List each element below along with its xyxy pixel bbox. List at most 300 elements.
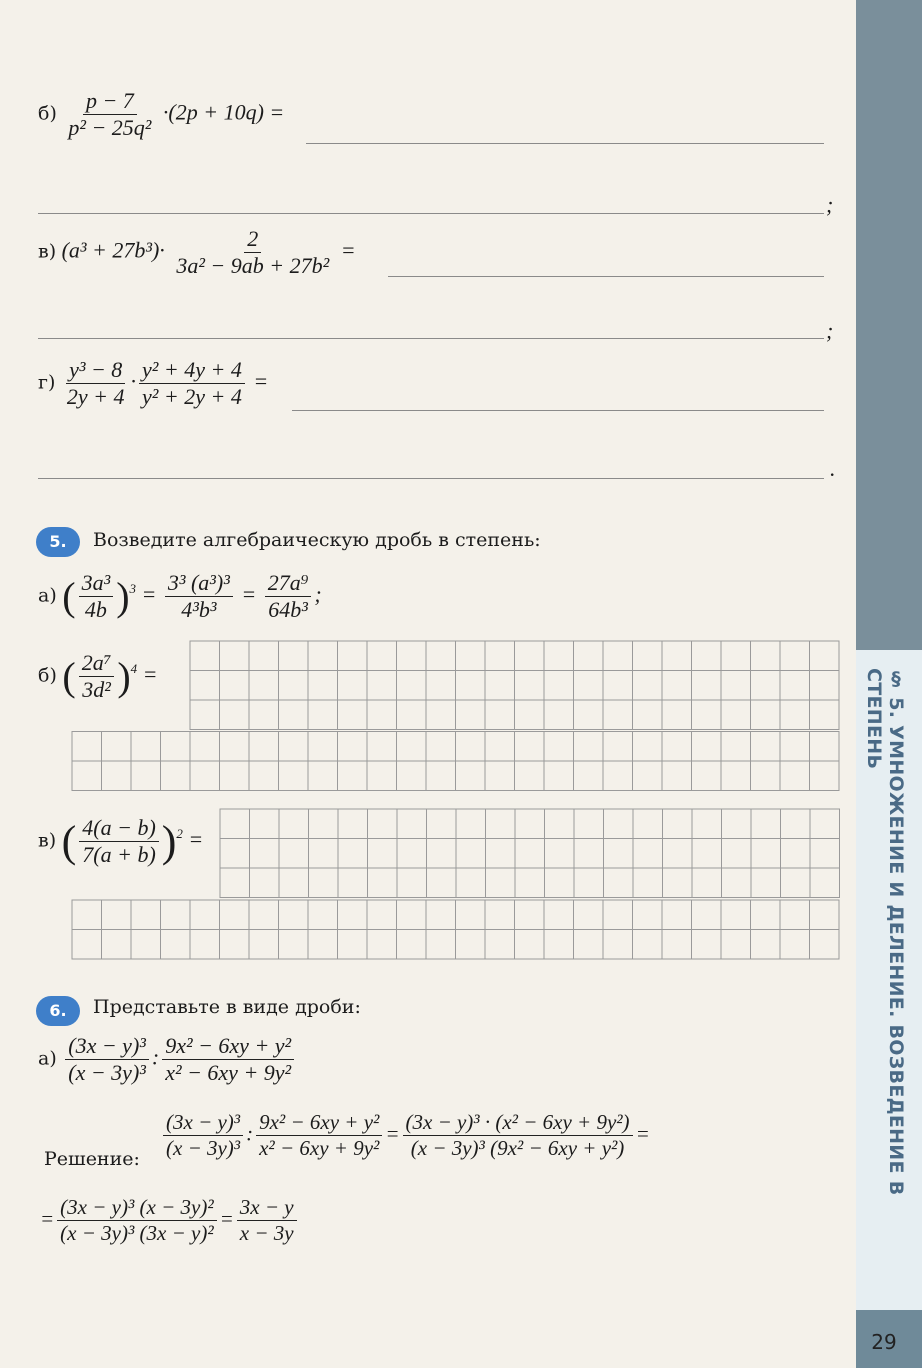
ex6-s1-den2: x² − 6xy + 9y² (259, 1136, 380, 1160)
grid-cell-b[interactable] (220, 700, 250, 730)
grid-cell-b[interactable] (633, 641, 663, 671)
grid-cell-v[interactable] (692, 839, 722, 869)
grid-cell-v[interactable] (781, 809, 811, 839)
ex6-s2-eq2: = (219, 1206, 234, 1231)
grid-cell-v[interactable] (456, 930, 486, 960)
grid-cell-b[interactable] (574, 641, 604, 671)
grid-cell-v[interactable] (544, 900, 574, 930)
grid-cell-v[interactable] (220, 900, 250, 930)
ex6-s1-num1: (3x − y)³ (163, 1110, 243, 1136)
grid-cell-v[interactable] (633, 809, 663, 839)
grid-cell-v[interactable] (72, 900, 102, 930)
ex5-b-den: 3d² (82, 677, 111, 702)
grid-cell-b[interactable] (367, 700, 397, 730)
grid-cell-b[interactable] (721, 671, 751, 701)
ex4-v-num: 2 (244, 226, 261, 253)
grid-cell-v[interactable] (368, 868, 398, 898)
grid-cell-b[interactable] (220, 761, 250, 791)
grid-cell-b[interactable] (279, 732, 309, 762)
grid-cell-b[interactable] (544, 671, 574, 701)
grid-cell-b[interactable] (485, 671, 515, 701)
grid-cell-v[interactable] (397, 839, 427, 869)
grid-cell-b[interactable] (662, 761, 692, 791)
grid-cell-b[interactable] (220, 732, 250, 762)
grid-cell-v[interactable] (72, 930, 102, 960)
grid-cell-v[interactable] (751, 868, 781, 898)
grid-cell-v[interactable] (545, 809, 575, 839)
ex6-a-label: а) (38, 1047, 57, 1070)
grid-cell-b[interactable] (662, 641, 692, 671)
grid-cell-b[interactable] (544, 761, 574, 791)
period: . (830, 456, 836, 481)
grid-cell-b[interactable] (367, 732, 397, 762)
grid-cell-v[interactable] (367, 930, 397, 960)
grid-cell-v[interactable] (810, 839, 840, 869)
grid-cell-v[interactable] (338, 868, 368, 898)
grid-cell-b[interactable] (190, 641, 220, 671)
grid-cell-b[interactable] (279, 671, 309, 701)
grid-cell-b[interactable] (279, 761, 309, 791)
ex5-a-num3: 27a⁹ (265, 570, 312, 597)
grid-cell-v[interactable] (574, 868, 604, 898)
grid-cell-v[interactable] (220, 809, 250, 839)
grid-cell-b[interactable] (544, 732, 574, 762)
grid-cell-b[interactable] (633, 700, 663, 730)
grid-cell-v[interactable] (633, 868, 663, 898)
grid-cell-v[interactable] (456, 809, 486, 839)
grid-cell-b[interactable] (721, 761, 751, 791)
ex4-v-label: в) (38, 240, 57, 263)
grid-cell-b[interactable] (220, 641, 250, 671)
grid-cell-b[interactable] (102, 761, 132, 791)
grid-cell-v[interactable] (308, 930, 338, 960)
grid-cell-b[interactable] (603, 732, 633, 762)
grid-cell-v[interactable] (368, 809, 398, 839)
grid-cell-v[interactable] (279, 900, 309, 930)
grid-cell-v[interactable] (485, 900, 515, 930)
grid-cell-v[interactable] (279, 809, 309, 839)
ex6-a-fraction1 (65, 1033, 149, 1086)
grid-cell-b[interactable] (603, 671, 633, 701)
grid-cell-v[interactable] (633, 930, 663, 960)
grid-cell-v[interactable] (545, 839, 575, 869)
grid-cell-b[interactable] (780, 700, 810, 730)
grid-cell-b[interactable] (426, 641, 456, 671)
grid-cell-b[interactable] (308, 761, 338, 791)
grid-cell-b[interactable] (338, 761, 368, 791)
grid-cell-b[interactable] (397, 700, 427, 730)
grid-cell-v[interactable] (102, 900, 132, 930)
ex4-v-left: (a³ + 27b³)· (61, 237, 165, 263)
grid-cell-b[interactable] (190, 732, 220, 762)
grid-cell-b[interactable] (721, 700, 751, 730)
grid-cell-v[interactable] (545, 868, 575, 898)
grid-cell-v[interactable] (367, 900, 397, 930)
grid-cell-b[interactable] (515, 732, 545, 762)
grid-cell-b[interactable] (603, 700, 633, 730)
grid-cell-b[interactable] (249, 700, 279, 730)
ex6-s1-eq2: = (635, 1121, 650, 1146)
grid-cell-v[interactable] (338, 930, 368, 960)
grid-cell-b[interactable] (574, 761, 604, 791)
grid-cell-v[interactable] (397, 809, 427, 839)
grid-cell-b[interactable] (662, 671, 692, 701)
ex6-a-num1: (3x − y)³ (65, 1033, 149, 1060)
grid-cell-b[interactable] (308, 732, 338, 762)
grid-cell-v[interactable] (427, 809, 457, 839)
ex6-a-num2: 9x² − 6xy + y² (162, 1033, 294, 1060)
grid-cell-b[interactable] (367, 761, 397, 791)
grid-cell-b[interactable] (249, 761, 279, 791)
grid-cell-v[interactable] (338, 809, 368, 839)
section-title: § 5. УМНОЖЕНИЕ И ДЕЛЕНИЕ. ВОЗВЕДЕНИЕ В СТЕПЕНЬ (863, 668, 907, 1196)
grid-cell-v[interactable] (368, 839, 398, 869)
ex6-s2-den: (x − 3y)³ (3x − y)² (60, 1221, 214, 1245)
grid-cell-v[interactable] (190, 930, 220, 960)
grid-cell-b[interactable] (161, 732, 191, 762)
grid-cell-v[interactable] (692, 809, 722, 839)
grid-cell-b[interactable] (72, 732, 102, 762)
grid-cell-b[interactable] (515, 700, 545, 730)
grid-cell-v[interactable] (190, 900, 220, 930)
grid-cell-b[interactable] (780, 761, 810, 791)
grid-cell-b[interactable] (751, 641, 781, 671)
grid-cell-b[interactable] (249, 732, 279, 762)
grid-cell-v[interactable] (574, 809, 604, 839)
grid-cell-v[interactable] (397, 930, 427, 960)
grid-cell-b[interactable] (72, 761, 102, 791)
grid-cell-b[interactable] (367, 671, 397, 701)
ex5-a-den2: 4³b³ (181, 597, 217, 622)
grid-cell-v[interactable] (810, 809, 840, 839)
ex6-s1-op: : (246, 1121, 254, 1146)
ex6-s1-fraction3 (403, 1110, 633, 1161)
grid-cell-b[interactable] (249, 671, 279, 701)
grid-cell-v[interactable] (662, 930, 692, 960)
ex5-b-num: 2a⁷ (79, 650, 115, 677)
ex4-g-eq: = (253, 368, 269, 394)
ex4-v-den: 3a² − 9ab + 27b² (176, 253, 330, 278)
grid-cell-b[interactable] (574, 700, 604, 730)
ex5-b: б) ( $\frac{\text{2a⁷}}{\text{3d²}}$ )$^4$ = (38, 650, 158, 702)
grid-cell-b[interactable] (279, 700, 309, 730)
ex4-g-den2: y² + 2y + 4 (142, 384, 242, 409)
ex6-s1-eq: = (385, 1121, 400, 1146)
grid-cell-v[interactable] (456, 839, 486, 869)
grid-cell-v[interactable] (604, 839, 634, 869)
grid-cell-v[interactable] (456, 900, 486, 930)
grid-cell-b[interactable] (338, 671, 368, 701)
grid-cell-v[interactable] (663, 868, 693, 898)
ex5-v-num: 4(a − b) (79, 815, 159, 842)
grid-cell-b[interactable] (426, 761, 456, 791)
grid-cell-v[interactable] (249, 900, 279, 930)
grid-cell-v[interactable] (810, 868, 840, 898)
grid-cell-v[interactable] (663, 839, 693, 869)
grid-cell-v[interactable] (220, 868, 250, 898)
ex5-task: Возведите алгебраическую дробь в степень: (93, 529, 541, 551)
ex5-a-label: а) (38, 584, 57, 607)
grid-cell-b[interactable] (692, 700, 722, 730)
ex6-s1-num2: 9x² − 6xy + y² (256, 1110, 382, 1136)
grid-cell-v[interactable] (397, 868, 427, 898)
grid-cell-b[interactable] (190, 761, 220, 791)
grid-cell-v[interactable] (751, 809, 781, 839)
ex5-a-pow: 3 (129, 581, 137, 597)
grid-cell-v[interactable] (603, 900, 633, 930)
semicolon: ; (826, 192, 834, 217)
grid-cell-v[interactable] (780, 930, 810, 960)
grid-cell-v[interactable] (721, 900, 751, 930)
grid-cell-b[interactable] (633, 671, 663, 701)
grid-cell-b[interactable] (721, 641, 751, 671)
grid-cell-b[interactable] (161, 761, 191, 791)
ex6-s1-den3: (x − 3y)³ (9x² − 6xy + y²) (410, 1136, 625, 1160)
grid-cell-v[interactable] (515, 868, 545, 898)
ex6-s1-fraction2 (256, 1110, 382, 1161)
grid-cell-b[interactable] (279, 641, 309, 671)
grid-cell-b[interactable] (574, 671, 604, 701)
grid-cell-v[interactable] (515, 839, 545, 869)
ex4-g: г) $\frac{\text{y³ − 8}}{2y + 4}$ · $\frac{\text{y² + 4y + 4}}{\text{y² + 2y + 4}}$ = (38, 357, 269, 409)
ex4-b-num: p − 7 (83, 88, 137, 115)
grid-cell-v[interactable] (279, 839, 309, 869)
grid-cell-b[interactable] (692, 732, 722, 762)
grid-cell-v[interactable] (161, 900, 191, 930)
grid-cell-v[interactable] (722, 809, 752, 839)
ex4-g-num2: y² + 4y + 4 (139, 357, 245, 384)
grid-cell-v[interactable] (485, 930, 515, 960)
grid-cell-b[interactable] (810, 700, 840, 730)
grid-cell-b[interactable] (485, 700, 515, 730)
grid-cell-b[interactable] (810, 761, 840, 791)
ex5-v: в) ( $\frac{4(a - b)}{7(a + b)}$ )$^2$ = (38, 815, 204, 867)
grid-cell-b[interactable] (780, 732, 810, 762)
grid-cell-b[interactable] (692, 641, 722, 671)
grid-cell-v[interactable] (604, 809, 634, 839)
grid-cell-b[interactable] (308, 700, 338, 730)
ex5-v-fraction (79, 815, 159, 868)
grid-cell-b[interactable] (397, 732, 427, 762)
ex6-s2-num2: 3x − y (237, 1195, 297, 1221)
grid-cell-v[interactable] (574, 839, 604, 869)
grid-cell-v[interactable] (781, 868, 811, 898)
grid-cell-b[interactable] (190, 700, 220, 730)
grid-cell-b[interactable] (633, 732, 663, 762)
grid-cell-b[interactable] (456, 761, 486, 791)
grid-cell-b[interactable] (751, 732, 781, 762)
grid-cell-v[interactable] (220, 839, 250, 869)
grid-cell-v[interactable] (722, 868, 752, 898)
grid-cell-b[interactable] (751, 761, 781, 791)
grid-cell-b[interactable] (397, 671, 427, 701)
grid-cell-v[interactable] (692, 900, 722, 930)
grid-cell-b[interactable] (485, 761, 515, 791)
ex5-v-den: 7(a + b) (82, 842, 156, 867)
exercise-number-badge: 6. (36, 996, 80, 1026)
grid-cell-b[interactable] (515, 671, 545, 701)
ex5-v-eq: = (188, 826, 204, 852)
grid-cell-v[interactable] (338, 839, 368, 869)
grid-cell-b[interactable] (780, 671, 810, 701)
grid-cell-b[interactable] (426, 671, 456, 701)
grid-cell-b[interactable] (692, 671, 722, 701)
grid-cell-b[interactable] (367, 641, 397, 671)
grid-cell-b[interactable] (810, 671, 840, 701)
grid-cell-v[interactable] (397, 900, 427, 930)
grid-cell-v[interactable] (781, 839, 811, 869)
grid-cell-b[interactable] (485, 641, 515, 671)
ex4-b-den: p² − 25q² (68, 115, 152, 140)
grid-cell-b[interactable] (544, 641, 574, 671)
grid-cell-v[interactable] (515, 930, 545, 960)
grid-cell-v[interactable] (279, 930, 309, 960)
grid-cell-b[interactable] (751, 700, 781, 730)
grid-cell-v[interactable] (692, 930, 722, 960)
grid-cell-v[interactable] (810, 930, 840, 960)
grid-cell-b[interactable] (751, 671, 781, 701)
grid-cell-b[interactable] (721, 732, 751, 762)
ex5-a-den3: 64b³ (268, 597, 308, 622)
ex6-s2-eq: = (40, 1206, 55, 1231)
grid-cell-b[interactable] (456, 641, 486, 671)
ex5-v-pow: 2 (176, 826, 183, 842)
page-number: 29 (871, 1330, 897, 1354)
grid-cell-v[interactable] (515, 809, 545, 839)
grid-cell-v[interactable] (308, 900, 338, 930)
grid-cell-v[interactable] (810, 900, 840, 930)
grid-cell-b[interactable] (190, 671, 220, 701)
grid-cell-v[interactable] (486, 868, 516, 898)
grid-cell-b[interactable] (515, 641, 545, 671)
ex5-b-eq: = (142, 661, 158, 687)
grid-cell-v[interactable] (544, 930, 574, 960)
grid-cell-b[interactable] (633, 761, 663, 791)
grid-cell-v[interactable] (633, 900, 663, 930)
grid-cell-b[interactable] (131, 732, 161, 762)
grid-cell-v[interactable] (279, 868, 309, 898)
grid-cell-b[interactable] (485, 732, 515, 762)
solution-label: Решение: (44, 1148, 140, 1170)
grid-cell-v[interactable] (426, 900, 456, 930)
grid-cell-b[interactable] (426, 732, 456, 762)
ex4-g-num1: y³ − 8 (66, 357, 125, 384)
grid-cell-b[interactable] (308, 671, 338, 701)
grid-cell-v[interactable] (309, 839, 339, 869)
grid-cell-v[interactable] (426, 930, 456, 960)
grid-cell-b[interactable] (249, 641, 279, 671)
grid-cell-v[interactable] (633, 839, 663, 869)
grid-cell-v[interactable] (102, 930, 132, 960)
grid-cell-v[interactable] (427, 868, 457, 898)
grid-cell-b[interactable] (456, 700, 486, 730)
grid-cell-b[interactable] (397, 641, 427, 671)
grid-cell-b[interactable] (662, 700, 692, 730)
grid-cell-v[interactable] (722, 839, 752, 869)
ex5-v-label: в) (38, 829, 57, 852)
ex5-a-num: 3a³ (79, 570, 114, 597)
grid-cell-v[interactable] (751, 900, 781, 930)
grid-cell-b[interactable] (603, 761, 633, 791)
grid-cell-v[interactable] (309, 868, 339, 898)
grid-cell-v[interactable] (249, 930, 279, 960)
grid-cell-v[interactable] (250, 868, 280, 898)
grid-cell-b[interactable] (574, 732, 604, 762)
ex4-g-den1: 2y + 4 (66, 384, 125, 409)
grid-cell-v[interactable] (250, 839, 280, 869)
grid-cell-v[interactable] (662, 900, 692, 930)
grid-cell-b[interactable] (603, 641, 633, 671)
ex4-g-label: г) (38, 371, 56, 394)
grid-cell-v[interactable] (780, 900, 810, 930)
grid-cell-v[interactable] (751, 930, 781, 960)
grid-cell-b[interactable] (338, 700, 368, 730)
grid-cell-v[interactable] (603, 930, 633, 960)
grid-cell-b[interactable] (338, 732, 368, 762)
grid-cell-v[interactable] (131, 930, 161, 960)
ex4-b-label: б) (38, 102, 57, 125)
ex6-s1-num3: (3x − y)³ · (x² − 6xy + 9y²) (403, 1110, 633, 1136)
grid-cell-v[interactable] (427, 839, 457, 869)
grid-cell-b[interactable] (131, 761, 161, 791)
grid-cell-v[interactable] (486, 809, 516, 839)
ex6-a-den1: (x − 3y)³ (68, 1060, 146, 1085)
exercise-number-badge: 5. (36, 527, 80, 557)
ex6-step2 (40, 1195, 300, 1246)
grid-cell-v[interactable] (721, 930, 751, 960)
grid-cell-b[interactable] (662, 732, 692, 762)
grid-cell-b[interactable] (692, 761, 722, 791)
grid-cell-v[interactable] (515, 900, 545, 930)
ex6-a (38, 1033, 297, 1086)
ex6-s2-den2: x − 3y (239, 1221, 294, 1245)
grid-cell-v[interactable] (131, 900, 161, 930)
grid-cell-b[interactable] (456, 732, 486, 762)
ex5-a-end: ; (314, 581, 322, 607)
grid-cell-v[interactable] (604, 868, 634, 898)
grid-cell-v[interactable] (574, 930, 604, 960)
grid-cell-v[interactable] (309, 809, 339, 839)
grid-cell-v[interactable] (250, 809, 280, 839)
grid-cell-b[interactable] (338, 641, 368, 671)
grid-cell-v[interactable] (692, 868, 722, 898)
grid-cell-b[interactable] (308, 641, 338, 671)
grid-cell-b[interactable] (810, 732, 840, 762)
ex5-a-eq2: = (241, 581, 257, 607)
grid-cell-v[interactable] (456, 868, 486, 898)
grid-cell-v[interactable] (574, 900, 604, 930)
grid-cell-v[interactable] (220, 930, 250, 960)
ex5-a: а) ( $\frac{\text{3a³}}{4b}$ )$^3$ = $\frac{\text{3³ (a³)³}}{\text{4³b³}}$ = $\frac{\text{27a⁹}}{\text{64b³}}$ ; (38, 570, 322, 622)
grid-cell-b[interactable] (456, 671, 486, 701)
grid-cell-b[interactable] (810, 641, 840, 671)
grid-cell-b[interactable] (397, 761, 427, 791)
grid-cell-b[interactable] (102, 732, 132, 762)
ex6-s1-den1: (x − 3y)³ (166, 1136, 241, 1160)
grid-cell-v[interactable] (663, 809, 693, 839)
grid-cell-v[interactable] (486, 839, 516, 869)
ex5-a-den: 4b (84, 597, 107, 622)
grid-cell-b[interactable] (544, 700, 574, 730)
grid-cell-v[interactable] (751, 839, 781, 869)
grid-cell-v[interactable] (338, 900, 368, 930)
grid-cell-b[interactable] (220, 671, 250, 701)
grid-cell-v[interactable] (161, 930, 191, 960)
grid-cell-b[interactable] (780, 641, 810, 671)
ex6-a-fraction2 (162, 1033, 294, 1086)
grid-cell-b[interactable] (426, 700, 456, 730)
grid-cell-b[interactable] (515, 761, 545, 791)
